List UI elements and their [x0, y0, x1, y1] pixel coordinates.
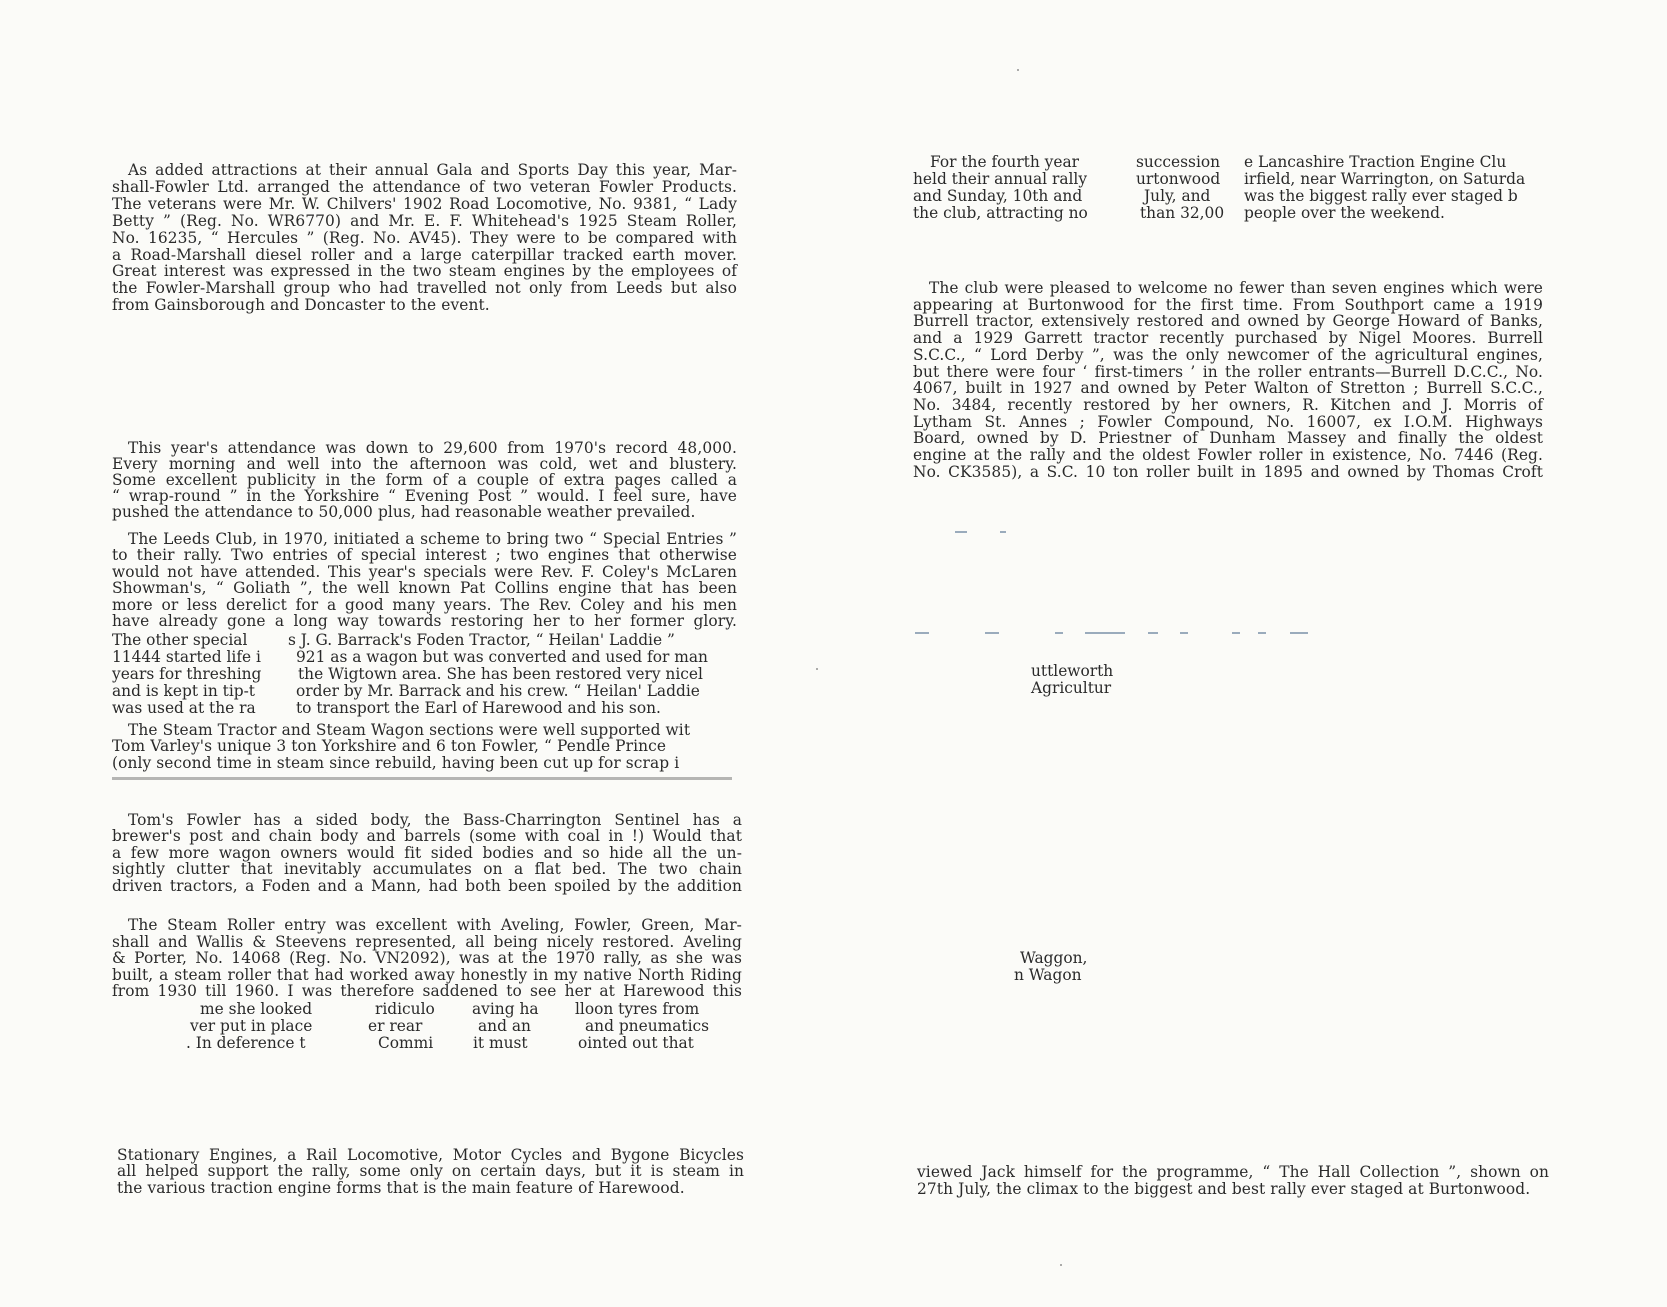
text-line: The veterans were Mr. W. Chilvers' 1902 Road Locomotive, No. 9381, “ Lady	[112, 194, 737, 213]
text-line: No. 16235, “ Hercules ” (Reg. No. AV45). They were to be compared with	[112, 228, 737, 247]
text-fragment: than 32,00	[1140, 204, 1225, 222]
text-fragment: and is kept in tip-t	[112, 682, 255, 700]
text-line: brewer's post and chain body and barrels (some with coal in !) Would that	[112, 827, 742, 846]
text-line: S.C.C., “ Lord Derby ”, was the only newcomer of the agricultural engines,	[913, 345, 1543, 364]
text-fragment: succession	[1136, 153, 1221, 171]
text-fragment: n Wagon	[1014, 966, 1082, 984]
scan-mark	[915, 632, 929, 634]
text-line: sightly clutter that inevitably accumulates on a flat bed. The two chain	[112, 860, 742, 879]
text-fragment: the Wigtown area. She has been restored very nicel	[298, 665, 703, 683]
text-fragment: the club, attracting no	[913, 204, 1088, 222]
text-line: shall-Fowler Ltd. arranged the attendance of two veteran Fowler Products.	[112, 177, 737, 196]
paragraph-leeds-club	[112, 531, 737, 629]
text-fragment: The other special	[112, 631, 248, 649]
scan-mark	[1290, 632, 1308, 634]
text-fragment: Commi	[378, 1034, 434, 1052]
text-line: and a 1929 Garrett tractor recently purchased by Nigel Moores. Burrell	[913, 329, 1543, 348]
text-fragment: was used at the ra	[112, 699, 256, 717]
text-line: from 1930 till 1960. I was therefore saddened to see her at Harewood this	[112, 982, 742, 1001]
text-line: but there were four ‘ first-timers ’ in the roller entrants—Burrell D.C.C., No.	[913, 362, 1543, 381]
text-fragment: lloon tyres from	[575, 1000, 700, 1018]
text-line: (only second time in steam since rebuild, having been cut up for scrap i	[112, 753, 680, 772]
text-fragment: it must	[473, 1034, 528, 1052]
paragraph-hall-collection	[917, 1164, 1549, 1197]
text-fragment: order by Mr. Barrack and his crew. “ Heilan' Laddie	[296, 682, 700, 700]
text-line: would not have attended. This year's specials were Rev. F. Coley's McLaren	[112, 562, 737, 581]
text-line: Stationary Engines, a Rail Locomotive, Motor Cycles and Bygone Bicycles	[117, 1146, 744, 1164]
scan-speck	[816, 668, 818, 670]
scan-mark	[1000, 531, 1006, 533]
text-line: from Gainsborough and Doncaster to the event.	[112, 296, 490, 315]
text-line: appearing at Burtonwood for the first time. From Southport came a 1919	[913, 295, 1543, 314]
text-fragment: irfield, near Warrington, on Saturda	[1244, 170, 1526, 188]
scan-mark	[1258, 632, 1266, 634]
text-fragment: me she looked	[200, 1000, 313, 1018]
text-fragment: Agricultur	[1031, 679, 1112, 697]
text-line: Tom Varley's unique 3 ton Yorkshire and 6 ton Fowler, “ Pendle Prince	[112, 737, 667, 756]
text-line: all helped support the rally, some only on certain days, but it is steam in	[117, 1162, 744, 1181]
text-fragment: For the fourth year	[930, 153, 1080, 171]
text-line: engine at the rally and the oldest Fowler roller in existence, No. 7446 (Reg.	[913, 446, 1543, 465]
text-line: built, a steam roller that had worked away honestly in my native North Riding	[112, 965, 742, 984]
text-fragment: ointed out that	[578, 1034, 694, 1052]
text-line: Great interest was expressed in the two steam engines by the employees of	[112, 262, 737, 281]
text-fragment: 921 as a wagon but was converted and used for man	[296, 648, 708, 666]
text-fragment: Waggon,	[1020, 949, 1088, 967]
text-fragment: urtonwood	[1136, 170, 1221, 188]
scan-mark	[1085, 632, 1125, 634]
text-fragment: and pneumatics	[585, 1017, 710, 1035]
text-fragment: ridiculo	[375, 1000, 435, 1018]
text-line: Tom's Fowler has a sided body, the Bass-Charrington Sentinel has a	[128, 811, 742, 829]
scan-speck	[1017, 69, 1019, 71]
paragraph-steam-roller	[112, 917, 742, 1000]
text-line: a few more wagon owners would fit sided bodies and so hide all the un-	[112, 843, 742, 862]
text-fragment: e Lancashire Traction Engine Clu	[1244, 153, 1507, 171]
scan-speck	[1060, 1264, 1062, 1266]
text-line: No. CK3585), a S.C. 10 ton roller built in 1895 and owned by Thomas Croft	[913, 462, 1543, 481]
text-line: This year's attendance was down to 29,600 from 1970's record 48,000.	[128, 439, 737, 457]
text-line: shall and Wallis & Steevens represented, all being nicely restored. Aveling	[112, 932, 742, 951]
text-fragment: July, and	[1144, 187, 1211, 205]
paragraph-welcome-newcomers	[913, 280, 1543, 480]
text-fragment: 11444 started life i	[112, 648, 261, 666]
scan-mark	[1232, 632, 1240, 634]
text-line: to their rally. Two entries of special interest ; two engines that otherwise	[112, 546, 737, 565]
paragraph-attendance	[112, 441, 737, 521]
text-line: Lytham St. Annes ; Fowler Compound, No. 16007, ex I.O.M. Highways	[913, 412, 1543, 431]
text-line: & Porter, No. 14068 (Reg. No. VN2092), was at the 1970 rally, as she was	[112, 949, 742, 968]
cropped-text-remnant	[112, 777, 732, 780]
text-line: As added attractions at their annual Gala and Sports Day this year, Mar-	[128, 161, 737, 179]
text-fragment: people over the weekend.	[1244, 204, 1445, 222]
text-fragment: and an	[478, 1017, 531, 1035]
paragraph-toms-fowler	[112, 812, 742, 894]
text-fragment: years for threshing	[112, 665, 262, 683]
text-fragment: was the biggest rally ever staged b	[1244, 187, 1518, 205]
text-line: The Steam Tractor and Steam Wagon sections were well supported wit	[128, 721, 691, 739]
text-fragment: to transport the Earl of Harewood and his son.	[296, 699, 661, 717]
text-line: pushed the attendance to 50,000 plus, had reasonable weather prevailed.	[112, 502, 696, 521]
text-line: Betty ” (Reg. No. WR6770) and Mr. E. F. Whitehead's 1925 Steam Roller,	[112, 211, 737, 230]
text-line: The club were pleased to welcome no fewer than seven engines which were	[929, 279, 1543, 297]
text-line: the Fowler-Marshall group who had travelled not only from Leeds but also	[112, 279, 737, 298]
text-line: 4067, built in 1927 and owned by Peter Walton of Stretton ; Burrell S.C.C.,	[913, 379, 1543, 398]
scan-mark	[985, 632, 999, 634]
text-line: Some excellent publicity in the form of a couple of extra pages called a	[112, 470, 737, 489]
text-line: Every morning and well into the afternoon was cold, wet and blustery.	[112, 454, 737, 473]
text-line: “ wrap-round ” in the Yorkshire “ Evening Post ” would. I feel sure, have	[112, 486, 737, 505]
text-fragment: er rear	[368, 1017, 423, 1035]
text-line: the various traction engine forms that is the main feature of Harewood.	[117, 1178, 685, 1197]
text-line: have already gone a long way towards restoring her to her former glory.	[112, 612, 737, 631]
text-line: No. 3484, recently restored by her owners, R. Kitchen and J. Morris of	[913, 395, 1543, 414]
text-line: Showman's, “ Goliath ”, the well known Pat Collins engine that has been	[112, 579, 737, 598]
text-line: The Leeds Club, in 1970, initiated a scheme to bring two “ Special Entries ”	[128, 530, 737, 548]
text-fragment: aving ha	[472, 1000, 539, 1018]
text-fragment: s J. G. Barrack's Foden Tractor, “ Heilan' Laddie ”	[288, 631, 675, 649]
text-line: more or less derelict for a good many years. The Rev. Coley and his men	[112, 595, 737, 614]
text-line: 27th July, the climax to the biggest and best rally ever staged at Burtonwood.	[917, 1179, 1531, 1198]
text-fragment: held their annual rally	[913, 170, 1088, 188]
paragraph-fowler-gala	[112, 162, 737, 314]
text-fragment: and Sunday, 10th and	[913, 187, 1083, 205]
text-line: Burrell tractor, extensively restored and owned by George Howard of Banks,	[913, 312, 1543, 331]
text-line: Board, owned by D. Priestner of Dunham Massey and finally the oldest	[913, 429, 1543, 448]
scan-mark	[1055, 632, 1063, 634]
text-line: driven tractors, a Foden and a Mann, had both been spoiled by the addition	[112, 876, 742, 895]
text-line: viewed Jack himself for the programme, “ The Hall Collection ”, shown on	[917, 1163, 1549, 1181]
scan-mark	[1148, 632, 1158, 634]
text-fragment: uttleworth	[1031, 662, 1114, 680]
text-line: The Steam Roller entry was excellent with Aveling, Fowler, Green, Mar-	[128, 916, 742, 934]
text-line: a Road-Marshall diesel roller and a large caterpillar tracked earth mover.	[112, 245, 737, 264]
text-fragment: ver put in place	[190, 1017, 313, 1035]
text-fragment: . In deference t	[186, 1034, 306, 1052]
paragraph-steam-tractor	[112, 722, 737, 771]
scan-mark	[1180, 632, 1188, 634]
paragraph-stationary-engines	[117, 1147, 744, 1196]
scan-mark	[955, 531, 967, 533]
